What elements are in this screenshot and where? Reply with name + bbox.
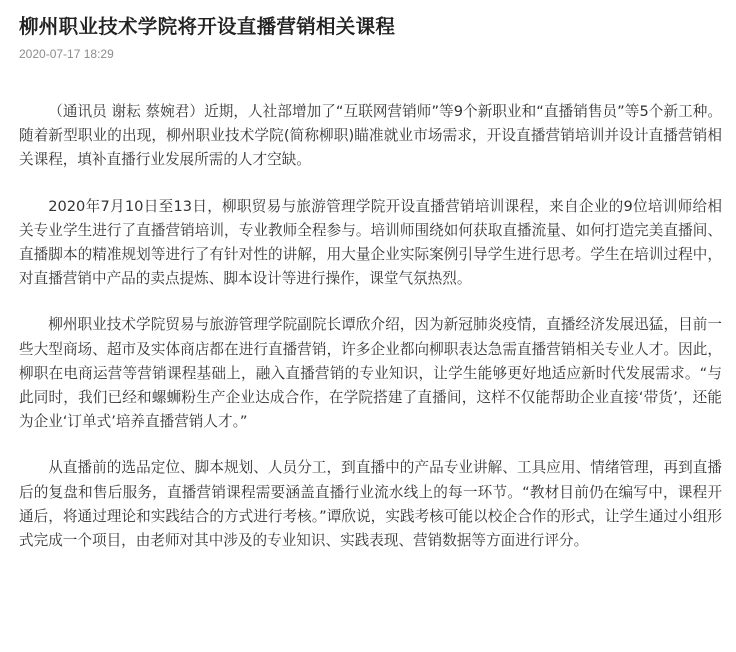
publish-date: 2020-07-17 18:29 [19,47,114,61]
article-paragraph: （通讯员 谢耘 蔡婉君）近期，人社部增加了“互联网营销师”等9个新职业和“直播销售员”等5个新工种。随着新型职业的出现，柳州职业技术学院(简称柳职)瞄准就业市场需求，开设直播营销培训并设计直播营销相关课程，填补直播行业发展所需的人才空缺。 [19,103,722,169]
article-body [19,100,722,553]
article-paragraph: 从直播前的选品定位、脚本规划、人员分工，到直播中的产品专业讲解、工具应用、情绪管理，再到直播后的复盘和售后服务，直播营销课程需要涵盖直播行业流水线上的每一环节。“教材目前仍在编写中，课程开通后，将通过理论和实践结合的方式进行考核。”谭欣说，实践考核可能以校企合作的形式，让学生通过小组形式完成一个项目，由老师对其中涉及的专业知识、实践表现、营销数据等方面进行评分。 [19,459,722,550]
article-title: 柳州职业技术学院将开设直播营销相关课程 [19,15,396,38]
article-paragraph: 2020年7月10日至13日，柳职贸易与旅游管理学院开设直播营销培训课程，来自企业的9位培训师给相关专业学生进行了直播营销培训，专业教师全程参与。培训师围绕如何获取直播流量、如何打造完美直播间、直播脚本的精准规划等进行了有针对性的讲解，用大量企业实际案例引导学生进行思考。学生在培训过程中，对直播营销中产品的卖点提炼、脚本设计等进行操作，课堂气氛热烈。 [19,197,722,288]
article-paragraph: 柳州职业技术学院贸易与旅游管理学院副院长谭欣介绍，因为新冠肺炎疫情，直播经济发展迅猛，目前一些大型商场、超市及实体商店都在进行直播营销，许多企业都向柳职表达急需直播营销相关专业人才。因此，柳职在电商运营等营销课程基础上，融入直播营销的专业知识，让学生能够更好地适应新时代发展需求。“与此同时，我们已经和螺蛳粉生产企业达成合作，在学院搭建了直播间，这样不仅能帮助企业直接‘带货’，还能为企业‘订单式’培养直播营销人才。” [19,316,722,431]
